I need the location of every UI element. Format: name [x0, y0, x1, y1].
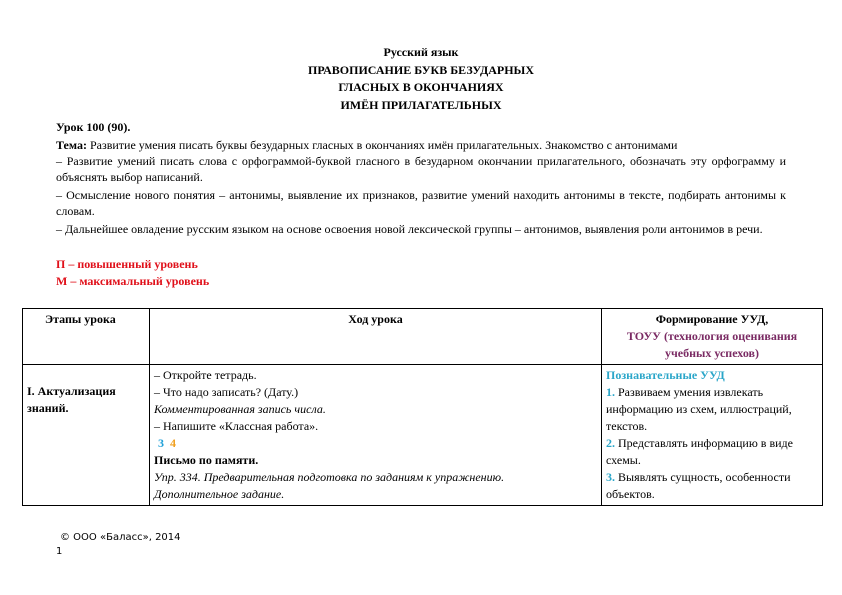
uud-item-text: Выявлять сущность, особенности объектов.: [606, 470, 791, 501]
uud-item-number: 3.: [606, 470, 615, 484]
page-number: 1: [56, 546, 63, 557]
lesson-title-line-3: ИМЁН ПРИЛАГАТЕЛЬНЫХ: [340, 98, 502, 112]
lesson-topic: [56, 137, 786, 153]
uud-heading: Познавательные УУД: [606, 368, 725, 382]
uud-item-text: Развиваем умения извлекать информацию из схем, иллюстраций, текстов.: [606, 385, 792, 433]
course-cell: [150, 365, 602, 506]
lesson-plan-table: [22, 308, 823, 506]
goal-1: – Развитие умений писать слова с орфограммой-буквой гласного в безударном окончании прилагательного, обозначать эту орфограмму и объяснять выбор написаний.: [56, 154, 786, 184]
lesson-title-line-2: ГЛАСНЫХ В ОКОНЧАНИЯХ: [338, 80, 504, 94]
course-line: Письмо по памяти.: [154, 453, 259, 467]
course-line: – Что надо записать? (Дату.): [154, 385, 299, 399]
course-line: Дополнительное задание.: [154, 487, 285, 501]
level-advanced: П – повышенный уровень: [56, 257, 198, 271]
header-uud: [602, 309, 823, 365]
stage-cell: I. Актуализация знаний.: [23, 365, 150, 506]
table-header-row: [23, 309, 823, 365]
uud-item-text: Представлять информацию в виде схемы.: [606, 436, 793, 467]
header-course: Ход урока: [150, 309, 602, 365]
course-line: – Откройте тетрадь.: [154, 368, 257, 382]
subject-heading: Русский язык: [383, 45, 459, 59]
course-line: – Напишите «Классная работа».: [154, 419, 319, 433]
goal-3: – Дальнейшее овладение русским языком на основе освоения новой лексической группы – антонимов, выявления роли антонимов в речи.: [56, 222, 763, 236]
uud-cell: [602, 365, 823, 506]
header-stages: Этапы урока: [23, 309, 150, 365]
lesson-number: Урок 100 (90).: [56, 120, 131, 134]
level-marker-3: 3: [158, 436, 164, 450]
header-uud-technology: ТОУУ (технология оценивания учебных успехов): [626, 329, 798, 360]
course-line: Комментированная запись числа.: [154, 402, 326, 416]
uud-item-number: 1.: [606, 385, 615, 399]
header-uud-title: Формирование УУД,: [655, 312, 769, 326]
uud-item-number: 2.: [606, 436, 615, 450]
lesson-title-line-1: ПРАВОПИСАНИЕ БУКВ БЕЗУДАРНЫХ: [308, 63, 534, 77]
goal-2: – Осмысление нового понятия – антонимы, выявление их признаков, развитие умений находить антонимы в тексте, подбирать антонимы к словам.: [56, 188, 786, 218]
level-maximum: М – максимальный уровень: [56, 274, 210, 288]
level-marker-4: 4: [170, 436, 176, 450]
topic-label: Тема:: [56, 138, 87, 152]
level-markers: [154, 435, 597, 452]
uud-item: [606, 384, 818, 435]
uud-item: [606, 435, 818, 469]
uud-item: [606, 469, 818, 503]
copyright-footer: © ООО «Баласс», 2014: [60, 532, 181, 543]
topic-text: Развитие умения писать буквы безударных гласных в окончаниях имён прилагательных. Знакомство с антонимами: [89, 138, 678, 152]
table-row: [23, 365, 823, 506]
course-line: Упр. 334. Предварительная подготовка по заданиям к упражнению.: [154, 470, 505, 484]
